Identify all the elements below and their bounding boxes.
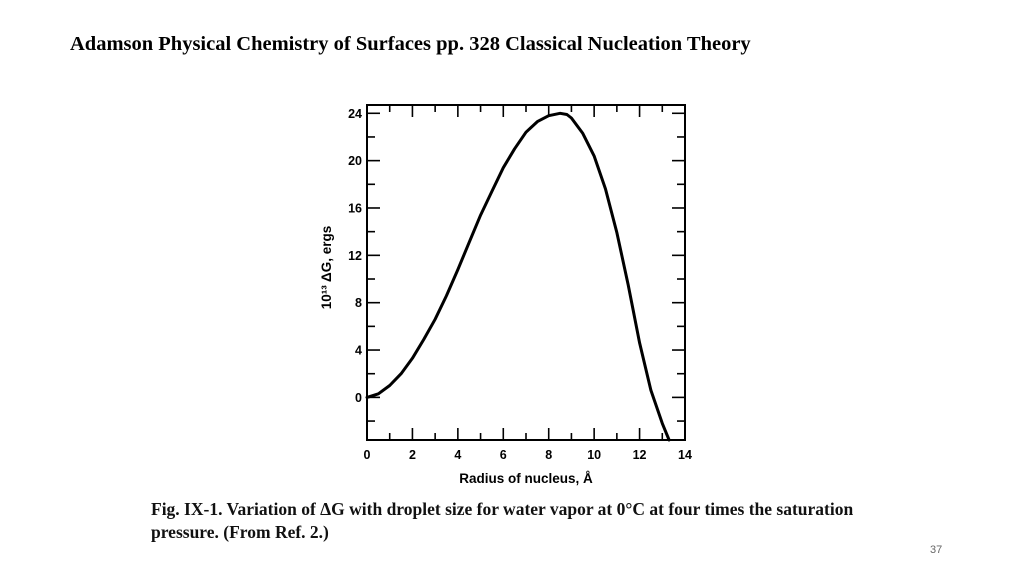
y-axis-label: 10¹³ ΔG, ergs	[319, 225, 334, 310]
y-tick-label: 16	[348, 201, 362, 216]
y-tick-label: 24	[348, 106, 362, 121]
x-tick-label: 10	[587, 448, 602, 462]
y-tick-label: 8	[355, 296, 362, 311]
x-tick-label: 4	[454, 448, 462, 462]
figure-caption: Fig. IX-1. Variation of ΔG with droplet size for water vapor at 0°C at four times the saturation pressure. (From Ref. 2.)	[151, 499, 854, 542]
x-tick-label: 0	[363, 448, 371, 462]
x-tick-label: 12	[632, 448, 647, 462]
x-tick-label: 6	[499, 448, 507, 462]
delta-g-curve	[367, 113, 669, 440]
x-tick-label: 14	[678, 448, 692, 462]
slide-title: Adamson Physical Chemistry of Surfaces pp. 328 Classical Nucleation Theory	[70, 33, 751, 55]
nucleation-free-energy-chart	[300, 95, 720, 495]
y-tick-label: 12	[348, 248, 362, 263]
plot-frame	[367, 105, 685, 440]
y-tick-label: 20	[348, 154, 362, 169]
page-number: 37	[930, 544, 943, 556]
y-tick-label: 4	[355, 343, 362, 358]
x-tick-label: 2	[408, 448, 416, 462]
x-tick-label: 8	[545, 448, 553, 462]
y-tick-label: 0	[355, 390, 362, 405]
x-axis-label: Radius of nucleus, Å	[459, 471, 593, 486]
